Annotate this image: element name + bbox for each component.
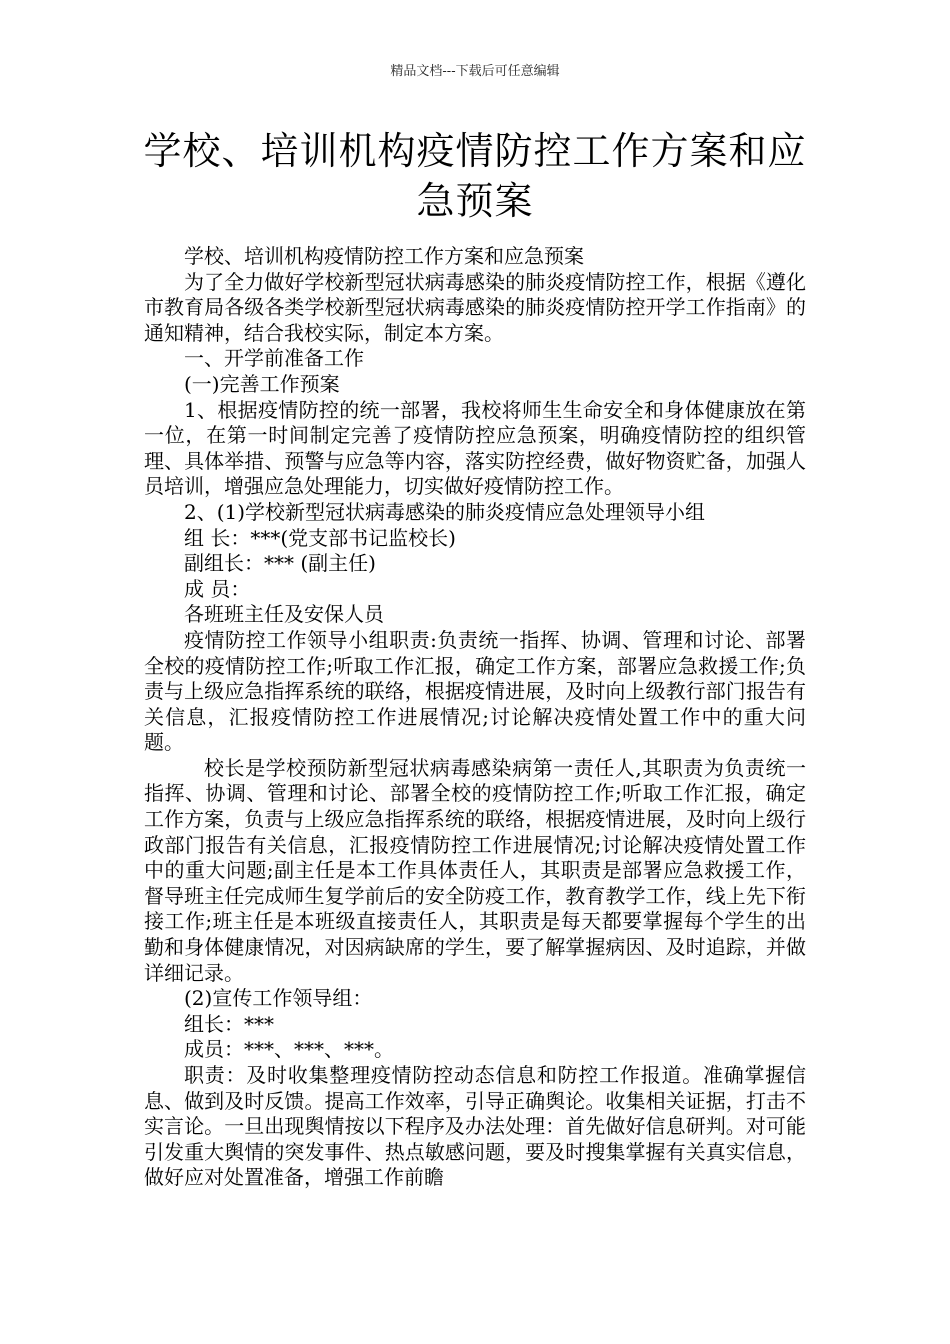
members-label-line: 成 员： <box>184 576 251 601</box>
leader-line: 组 长：***(党支部书记监校长) <box>184 525 456 550</box>
subsection-heading-1: (一)完善工作预案 <box>184 371 340 396</box>
body-paragraph-intro: 为了全力做好学校新型冠状病毒感染的肺炎疫情防控工作，根据《遵化市教育局各级各类学校新型冠状病毒感染的肺炎疫情防控开学工作指南》的通知精神，结合我校实际，制定本方案。 <box>144 269 806 345</box>
deputy-leader-line: 副组长：*** (副主任) <box>184 551 376 576</box>
page-header-note: 精品文档---下载后可任意编辑 <box>390 64 560 79</box>
propaganda-members-line: 成员：***、***、***。 <box>184 1037 394 1062</box>
propaganda-leader-line: 组长：*** <box>184 1011 274 1036</box>
document-body <box>144 244 806 1191</box>
body-paragraph-propaganda-duties: 职责：及时收集整理疫情防控动态信息和防控工作报道。准确掌握信息、做到及时反馈。提高工作效率，引导正确舆论。收集相关证据，打击不实言论。一旦出现舆情按以下程序及办法处理：首先做好信息研判。对可能引发重大舆情的突发事件、热点敏感问题，要及时搜集掌握有关真实信息，做好应对处置准备，增强工作前瞻 <box>144 1063 806 1190</box>
document-title: 学校、培训机构疫情防控工作方案和应急预案 <box>143 129 807 223</box>
members-line: 各班班主任及安保人员 <box>184 602 384 627</box>
body-paragraph-item-1: 1、根据疫情防控的统一部署，我校将师生生命安全和身体健康放在第一位，在第一时间制定完善了疫情防控应急预案，明确疫情防控的组织管理、具体举措、预警与应急等内容，落实防控经费，做好物资贮备，加强人员培训，增强应急处理能力，切实做好疫情防控工作。 <box>144 397 806 499</box>
body-paragraph-item-2: 2、(1)学校新型冠状病毒感染的肺炎疫情应急处理领导小组 <box>184 499 706 524</box>
body-paragraph-duties: 疫情防控工作领导小组职责:负责统一指挥、协调、管理和讨论、部署全校的疫情防控工作;听取工作汇报，确定工作方案，部署应急救援工作;负责与上级应急指挥系统的联络，根据疫情进展，及时向上级教行部门报告有关信息，汇报疫情防控工作进展情况;讨论解决疫情处置工作中的重大问题。 <box>144 627 806 755</box>
subsection-heading-propaganda: (2)宣传工作领导组： <box>184 986 373 1011</box>
body-paragraph-subtitle: 学校、培训机构疫情防控工作方案和应急预案 <box>184 244 584 268</box>
section-heading-1: 一、开学前准备工作 <box>184 346 364 371</box>
body-paragraph-principal: 校长是学校预防新型冠状病毒感染病第一责任人,其职责为负责统一指挥、协调、管理和讨论、部署全校的疫情防控工作;听取工作汇报，确定工作方案，负责与上级应急指挥系统的联络，根据疫情进展，及时向上级行政部门报告有关信息，汇报疫情防控工作进展情况;讨论解决疫情处置工作中的重大问题;副主任是本工作具体责任人，其职责是部署应急救援工作，督导班主任完成师生复学前后的安全防疫工作，教育教学工作，线上先下衔接工作;班主任是本班级直接责任人，其职责是每天都要掌握每个学生的出勤和身体健康情况，对因病缺席的学生，要了解掌握病因、及时追踪，并做详细记录。 <box>144 755 806 985</box>
